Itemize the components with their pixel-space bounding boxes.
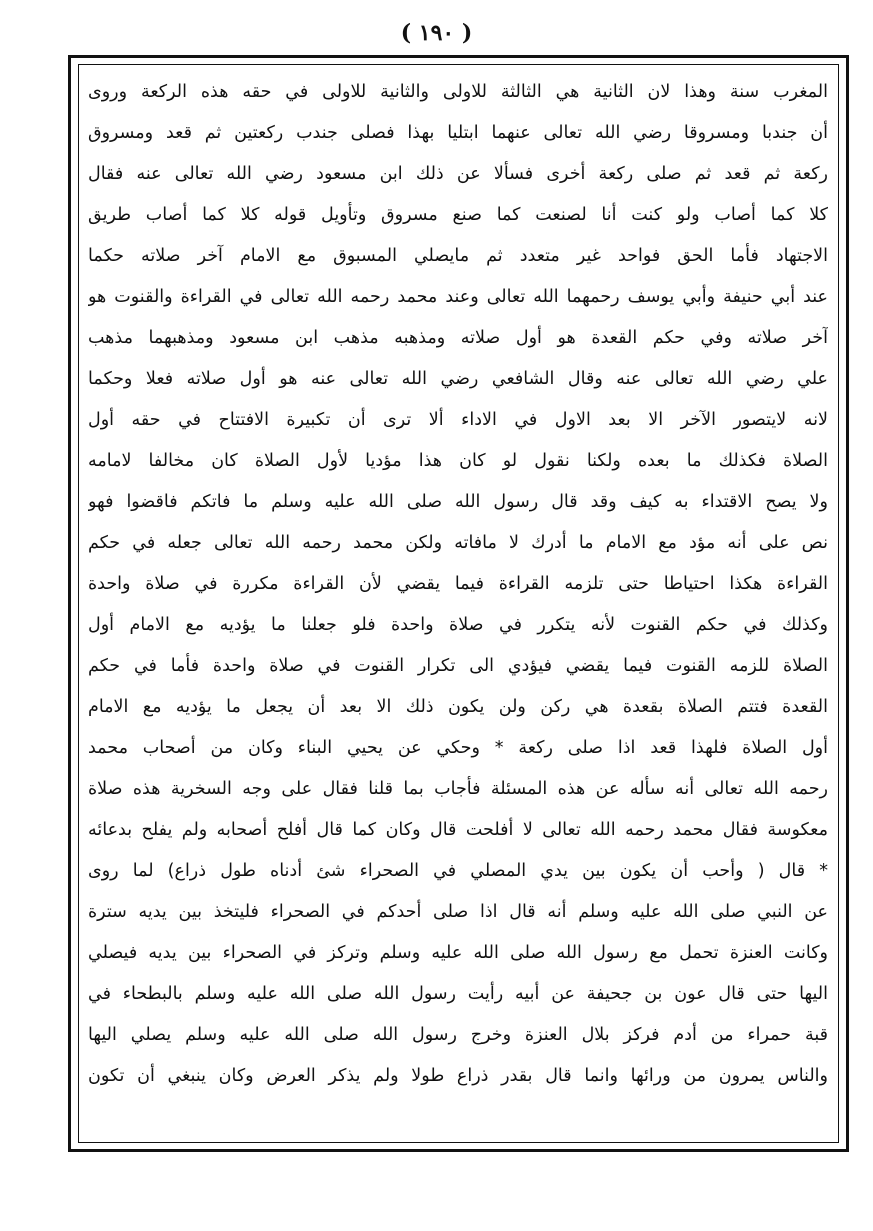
text-line: أول الصلاة فلهذا قعد اذا صلى ركعة * وحكي عن يحيي البناء وكان من أصحاب محمد bbox=[88, 738, 828, 758]
text-line: وكانت العنزة تحمل مع رسول الله صلى الله عليه وسلم وتركز في الصحراء بين يديه فيصلي bbox=[88, 943, 828, 963]
text-line: اليها حتى قال عون بن جحيفة عن أبيه رأيت رسول الله صلى الله عليه وسلم بالبطحاء في bbox=[88, 984, 828, 1004]
text-line: المغرب سنة وهذا لان الثانية هي الثالثة للاولى والثانية للاولى في حقه هذه الركعة وروى bbox=[88, 82, 828, 102]
text-line: نص على أنه مؤد مع الامام ما أدرك لا مافاته ولكن محمد رحمه الله تعالى جعله في حكم bbox=[88, 533, 828, 553]
text-line: ركعة ثم قعد ثم صلى ركعة أخرى فسألا عن ذلك ابن مسعود رضي الله تعالى عنه فقال bbox=[88, 164, 828, 184]
text-line: وكذلك في حكم القنوت لأنه يتكرر في صلاة واحدة فلو جعلنا ما يؤديه مع الامام أول bbox=[88, 615, 828, 635]
text-line: قبة حمراء من أدم فركز بلال العنزة وخرج رسول الله صلى الله عليه وسلم يصلي اليها bbox=[88, 1025, 828, 1045]
text-line: أن جندبا ومسروقا رضي الله تعالى عنهما ابتليا بهذا فصلى جندب ركعتين ثم قعد ومسروق bbox=[88, 123, 828, 143]
text-line: عن النبي صلى الله عليه وسلم أنه قال اذا صلى أحدكم في الصحراء فليتخذ بين يديه سترة bbox=[88, 902, 828, 922]
text-line: القراءة هكذا احتياطا حتى تلزمه القراءة فيما يقضي لأن القراءة مكررة في صلاة واحدة bbox=[88, 574, 828, 594]
text-line: آخر صلاته وفي حكم القعدة هو أول صلاته ومذهبه مذهب ابن مسعود ومذهبهما مذهب bbox=[88, 328, 828, 348]
text-line: والناس يمرون من ورائها وانما قال بقدر ذراع طولا ولم يذكر العرض وكان ينبغي أن تكون bbox=[88, 1066, 828, 1086]
text-line: معكوسة فقال محمد رحمه الله تعالى لا أفلحت قال وكان كما قال أفلح أصحابه ولم يفلح بدعائه bbox=[88, 820, 828, 840]
text-line: الصلاة للزمه القنوت فيما يقضي فيؤدي الى تكرار القنوت في صلاة واحدة فأما في حكم bbox=[88, 656, 828, 676]
text-line: رحمه الله تعالى أنه سأله عن هذه المسئلة فأجاب بما قلنا فقال على وجه السخرية هذه صلاة bbox=[88, 779, 828, 799]
text-line: عند أبي حنيفة وأبي يوسف رحمهما الله تعالى وعند محمد رحمه الله تعالى في القراءة والقنوت هو bbox=[88, 287, 828, 307]
body-text bbox=[88, 72, 828, 1138]
text-line: ولا يصح الاقتداء به كيف وقد قال رسول الله صلى الله عليه وسلم ما فاتكم فاقضوا فهو bbox=[88, 492, 828, 512]
text-line: الاجتهاد فأما الحق فواحد غير متعدد ثم مايصلي المسبوق مع الامام آخر صلاته حكما bbox=[88, 246, 828, 266]
text-line: الصلاة فكذلك ما بعده ولكنا نقول لو كان هذا مؤديا لأول الصلاة كان مخالفا لامامه bbox=[88, 451, 828, 471]
text-line: القعدة فتتم الصلاة بقعدة هي ركن ولن يكون ذلك الا بعد أن يجعل ما يؤديه مع الامام bbox=[88, 697, 828, 717]
text-line: * قال ( وأحب أن يكون بين يدي المصلي في الصحراء شئ أدناه طول ذراع) لما روى bbox=[88, 861, 828, 881]
text-line: علي رضي الله تعالى عنه وقال الشافعي رضي الله تعالى عنه هو أول صلاته فعلا وحكما bbox=[88, 369, 828, 389]
text-line: كلا كما أصاب ولو كنت أنا لصنعت كما صنع مسروق وتأويل قوله كلا كما أصاب طريق bbox=[88, 205, 828, 225]
text-line: لانه لايتصور الآخر الا بعد الاول في الاداء ألا ترى أن تكبيرة الافتتاح في حقه أول bbox=[88, 410, 828, 430]
page-number: ( ١٩٠ ) bbox=[400, 20, 473, 46]
